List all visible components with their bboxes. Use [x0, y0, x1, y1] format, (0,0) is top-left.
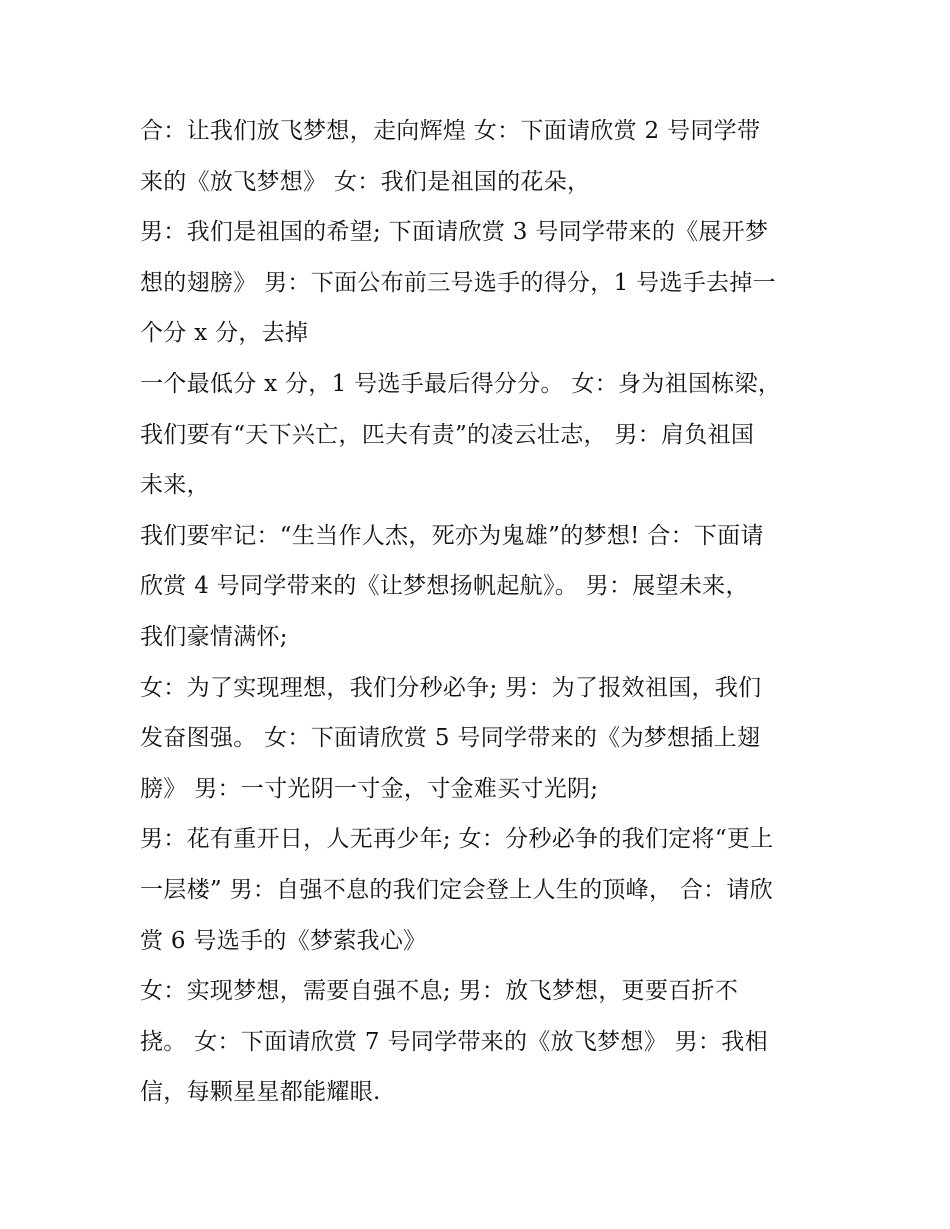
text-line: 男：我们是祖国的希望; 下面请欣赏 3 号同学带来的《展开梦 — [140, 219, 769, 246]
text-line: 信，每颗星星都能耀眼. — [140, 1079, 381, 1106]
text-line: 发奋图强。 女：下面请欣赏 5 号同学带来的《为梦想插上翅 — [140, 725, 761, 752]
text-line: 男：花有重开日，人无再少年; 女：分秒必争的我们定将“更上 — [140, 826, 774, 853]
text-line: 一个最低分 x 分，1 号选手最后得分分。 女：身为祖国栋梁， — [140, 370, 782, 397]
text-line: 未来， — [140, 472, 210, 499]
text-line: 想的翅膀》 男：下面公布前三号选手的得分，1 号选手去掉一 — [140, 269, 776, 296]
text-line: 合：让我们放飞梦想，走向辉煌 女：下面请欣赏 2 号同学带 — [140, 118, 761, 144]
text-line: 我们要牢记：“生当作人杰，死亦为鬼雄”的梦想! 合：下面请 — [140, 522, 764, 549]
text-line: 膀》 男：一寸光阴一寸金，寸金难买寸光阴; — [140, 775, 599, 802]
text-line: 一层楼” 男：自强不息的我们定会登上人生的顶峰， 合：请欣 — [140, 876, 774, 903]
text-line: 赏 6 号选手的《梦萦我心》 — [140, 927, 427, 954]
document-body — [140, 106, 820, 1118]
text-line: 欣赏 4 号同学带来的《让梦想扬帆起航》。 男：展望未来， — [140, 573, 749, 600]
text-line: 女：实现梦想，需要自强不息; 男：放飞梦想，更要百折不 — [140, 978, 739, 1005]
text-line: 来的《放飞梦想》 女：我们是祖国的花朵， — [140, 168, 591, 195]
text-line: 我们要有“天下兴亡，匹夫有责”的凌云壮志， 男：肩负祖国 — [140, 421, 755, 448]
text-line: 挠。 女：下面请欣赏 7 号同学带来的《放飞梦想》 男：我相 — [140, 1028, 768, 1055]
text-line: 个分 x 分，去掉 — [140, 320, 309, 347]
text-line: 女：为了实现理想，我们分秒必争; 男：为了报效祖国，我们 — [140, 674, 762, 701]
text-line: 我们豪情满怀; — [140, 623, 288, 650]
